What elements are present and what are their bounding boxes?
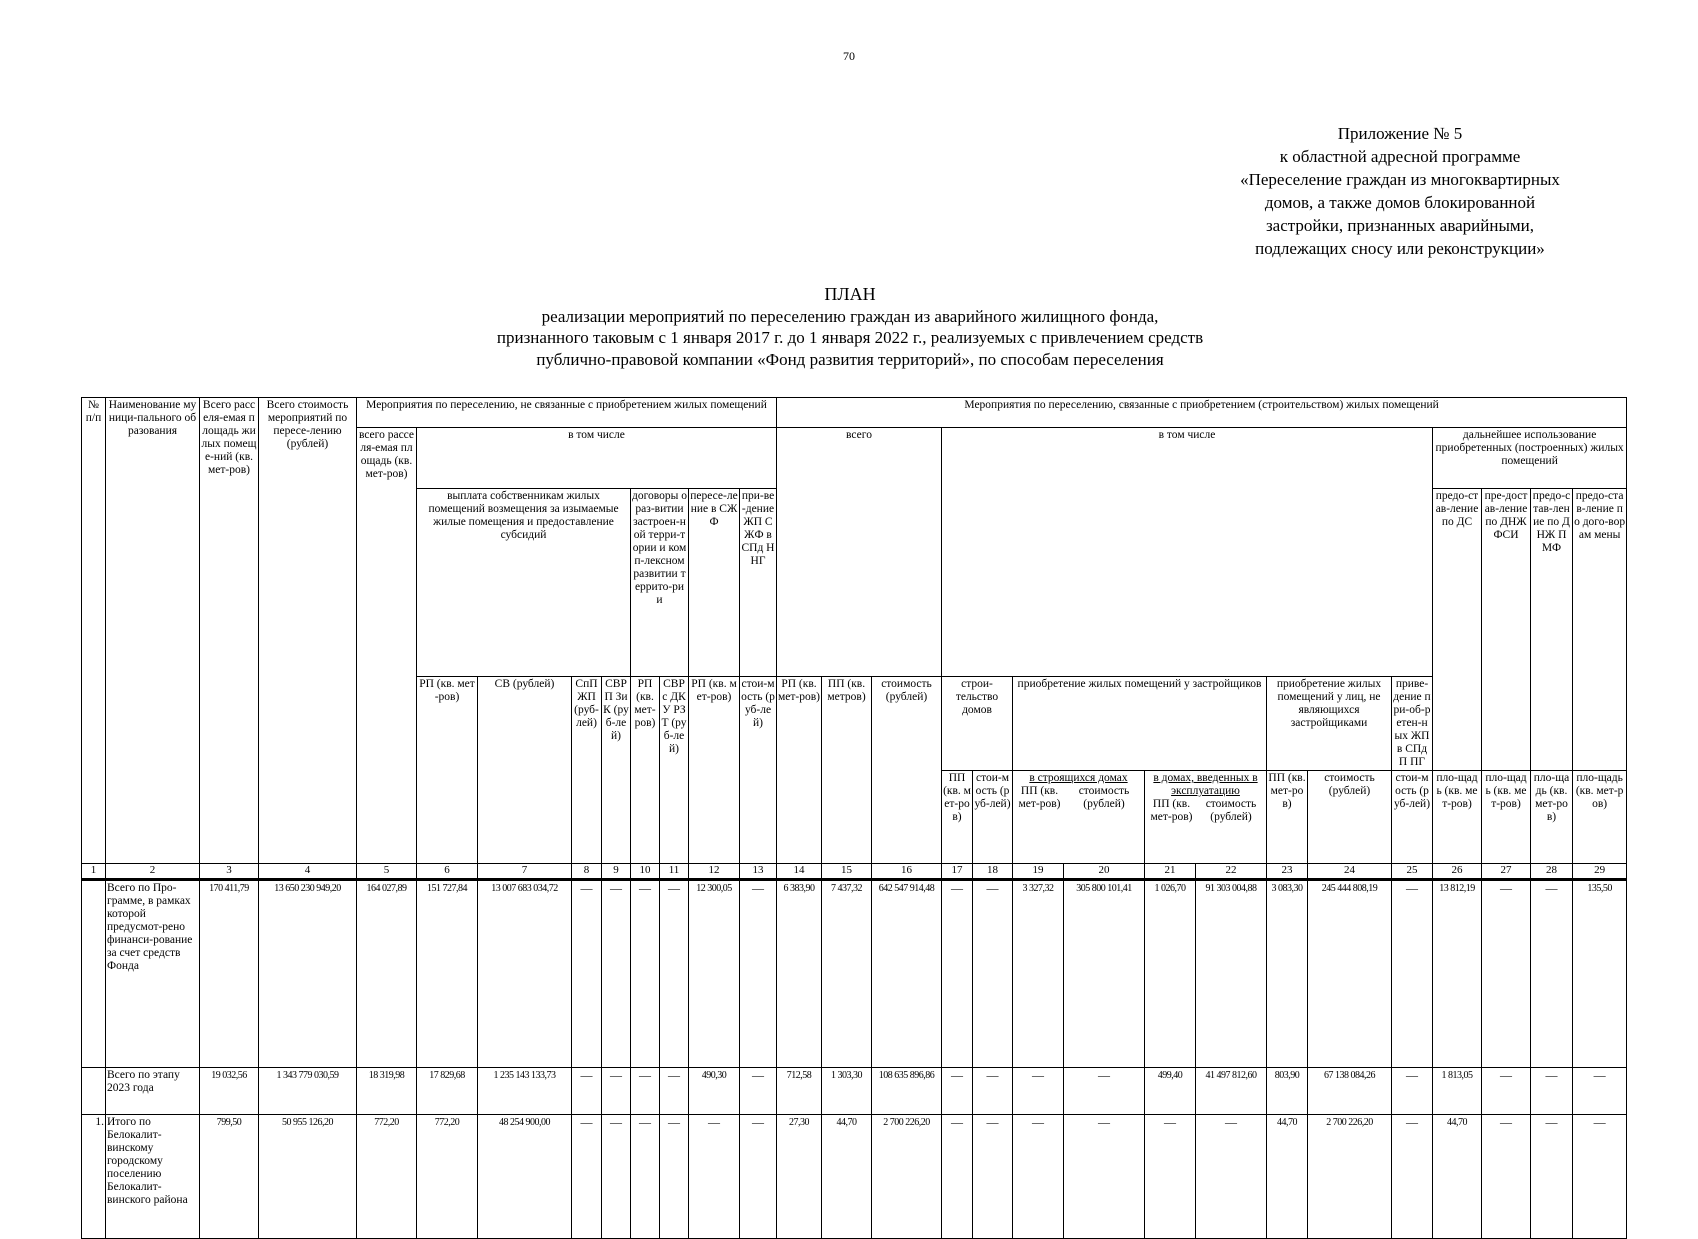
header-group-b: Мероприятия по переселению, связанные с приобретением (строительством) жилых помещений <box>777 398 1627 428</box>
row-name: Всего по этапу 2023 года <box>106 1068 200 1115</box>
column-number: 11 <box>660 864 689 880</box>
column-number: 14 <box>777 864 822 880</box>
header-b-area-pmf: пло-щадь (кв. мет-ров) <box>1531 771 1573 864</box>
table-cell: 1 235 143 133,73 <box>478 1068 572 1115</box>
header-b-construction: строи-тельство домов <box>942 677 1013 771</box>
header-a-resettlement: пересе-ление в СЖФ <box>689 489 740 677</box>
header-a-cost: стои-мость (руб-лей) <box>740 677 777 864</box>
table-cell: 44,70 <box>1267 1115 1308 1239</box>
table-cell: 3 327,32 <box>1013 880 1064 1068</box>
header-b-in-operation-sub <box>1146 798 1265 824</box>
table-cell: 19 032,56 <box>200 1068 259 1115</box>
table-cell: 1 303,30 <box>822 1068 872 1115</box>
appendix-line: Приложение № 5 <box>1337 124 1463 143</box>
header-b-under-construction-sub <box>1014 785 1143 811</box>
table-cell: — <box>1531 1115 1573 1239</box>
appendix-line: застройки, признанных аварийными, <box>1265 216 1535 235</box>
header-b-non-developers: приобретение жилых помещений у лиц, не являющихся застройщиками <box>1267 677 1392 771</box>
appendix-line: подлежащих сносу или реконструкции» <box>1255 239 1545 258</box>
table-cell: 712,58 <box>777 1068 822 1115</box>
header-a-rp2: РП (кв. мет-ров) <box>631 677 660 864</box>
header-a-svrp: СВР П ЗиК (руб-лей) <box>602 677 631 864</box>
table-cell: 164 027,89 <box>357 880 417 1068</box>
table-cell: 91 303 004,88 <box>1196 880 1267 1068</box>
table-cell: — <box>740 880 777 1068</box>
table-cell: — <box>1013 1068 1064 1115</box>
table-cell: — <box>1145 1115 1196 1239</box>
column-number: 22 <box>1196 864 1267 880</box>
header-a-rp3: РП (кв. мет-ров) <box>689 677 740 864</box>
table-cell: 18 319,98 <box>357 1068 417 1115</box>
header-b-under-construction-label: в строящихся домах <box>1029 772 1128 784</box>
header-b-pp: ПП (кв. метров) <box>822 677 872 864</box>
column-number: 16 <box>872 864 942 880</box>
table-cell: — <box>1392 1115 1433 1239</box>
table-cell: — <box>602 1115 631 1239</box>
header-b-area-fsi: пло-щадь (кв. мет-ров) <box>1482 771 1531 864</box>
table-cell: — <box>1392 880 1433 1068</box>
table-cell: — <box>631 1068 660 1115</box>
table-cell: — <box>572 880 602 1068</box>
header-b-accept: приве-дение при-об-ретен-ных ЖП в СПдП ПГ <box>1392 677 1433 771</box>
table-row <box>82 1068 1627 1115</box>
table-cell: 499,40 <box>1145 1068 1196 1115</box>
column-number: 28 <box>1531 864 1573 880</box>
header-b-cost: стоимость (рублей) <box>872 677 942 864</box>
row-number <box>82 1068 106 1115</box>
table-cell: — <box>740 1068 777 1115</box>
table-cell: — <box>1573 1115 1627 1239</box>
column-number: 4 <box>259 864 357 880</box>
row-number: 1. <box>82 1115 106 1239</box>
table-row <box>82 1115 1627 1239</box>
table-cell: 305 800 101,41 <box>1064 880 1145 1068</box>
table-cell: — <box>1392 1068 1433 1115</box>
row-name: Итого по Белокалит-винскому городскому поселению Белокалит-винского района <box>106 1115 200 1239</box>
table-cell: 2 700 226,20 <box>1308 1115 1392 1239</box>
header-a-sv: СВ (рублей) <box>478 677 572 864</box>
column-number: 9 <box>602 864 631 880</box>
table-cell: — <box>1013 1115 1064 1239</box>
header-b-cost-acc: стои-мость (руб-лей) <box>1392 771 1433 864</box>
column-number: 15 <box>822 864 872 880</box>
table-cell: — <box>973 880 1013 1068</box>
table-cell: 50 955 126,20 <box>259 1115 357 1239</box>
header-b-cost-e: стоимость (рублей) <box>1205 798 1257 823</box>
table-cell: — <box>973 1068 1013 1115</box>
header-row <box>82 398 1627 428</box>
header-b-pp-build: ПП (кв. мет-ров) <box>942 771 973 864</box>
table-cell: 151 727,84 <box>417 880 478 1068</box>
column-number: 25 <box>1392 864 1433 880</box>
table-cell: — <box>689 1115 740 1239</box>
table-cell: 13 812,19 <box>1433 880 1482 1068</box>
header-b-in-operation <box>1145 771 1267 864</box>
column-number: 23 <box>1267 864 1308 880</box>
column-number: 7 <box>478 864 572 880</box>
table-cell: 772,20 <box>417 1115 478 1239</box>
table-cell: 67 138 084,26 <box>1308 1068 1392 1115</box>
header-a-including: в том числе <box>417 428 777 489</box>
table-cell: — <box>740 1115 777 1239</box>
table-cell: 799,50 <box>200 1115 259 1239</box>
header-b-rp: РП (кв. мет-ров) <box>777 677 822 864</box>
column-number: 2 <box>106 864 200 880</box>
header-b-ds: предо-став-ление по ДС <box>1433 489 1482 771</box>
table-cell: — <box>660 1068 689 1115</box>
column-number: 26 <box>1433 864 1482 880</box>
table-cell: 3 083,30 <box>1267 880 1308 1068</box>
table-cell: 44,70 <box>1433 1115 1482 1239</box>
header-b-cost-c: стоимость (рублей) <box>1078 785 1130 810</box>
column-number: 17 <box>942 864 973 880</box>
table-cell: — <box>1482 1068 1531 1115</box>
header-total-cost: Всего стоимость мероприятий по пересе-лению (рублей) <box>259 398 357 864</box>
header-b-mena: предо-став-ление по дого-ворам мены <box>1573 489 1627 771</box>
header-municipality: Наименование муници-пального образования <box>106 398 200 864</box>
table-cell: — <box>1531 880 1573 1068</box>
table-cell: 48 254 900,00 <box>478 1115 572 1239</box>
table-cell: 1 343 779 030,59 <box>259 1068 357 1115</box>
table-cell: — <box>572 1068 602 1115</box>
header-a-total: всего расселя-емая площадь (кв. мет-ров) <box>357 428 417 864</box>
table-cell: 772,20 <box>357 1115 417 1239</box>
row-name: Всего по Про-грамме, в рамках которой предусмот-рено финанси-рование за счет средств Фонда <box>106 880 200 1068</box>
table-cell: — <box>1482 880 1531 1068</box>
header-a-payment: выплата собственникам жилых помещений возмещения за изымаемые жилые помещения и предоставление субсидий <box>417 489 631 677</box>
table-cell: — <box>631 1115 660 1239</box>
column-number: 3 <box>200 864 259 880</box>
table-cell: 2 700 226,20 <box>872 1115 942 1239</box>
table-cell: — <box>572 1115 602 1239</box>
page-number: 70 <box>843 49 855 63</box>
table-cell: — <box>973 1115 1013 1239</box>
appendix-line: «Переселение граждан из многоквартирных <box>1240 170 1560 189</box>
header-b-cost-n: стоимость (рублей) <box>1308 771 1392 864</box>
column-number: 21 <box>1145 864 1196 880</box>
column-number: 18 <box>973 864 1013 880</box>
header-b-pp-n: ПП (кв. мет-ров) <box>1267 771 1308 864</box>
table-cell: 1 026,70 <box>1145 880 1196 1068</box>
header-b-area-ds: пло-щадь (кв. мет-ров) <box>1433 771 1482 864</box>
table-cell: 41 497 812,60 <box>1196 1068 1267 1115</box>
header-b-pp-c: ПП (кв. мет-ров) <box>1018 785 1061 810</box>
column-number: 20 <box>1064 864 1145 880</box>
header-b-further-use: дальнейшее использование приобретенных (построенных) жилых помещений <box>1433 428 1627 489</box>
header-b-fsi: пре-достав-ление по ДНЖ ФСИ <box>1482 489 1531 771</box>
table-cell: 13 650 230 949,20 <box>259 880 357 1068</box>
table-cell: 13 007 683 034,72 <box>478 880 572 1068</box>
header-group-a: Мероприятия по переселению, не связанные с приобретением жилых помещений <box>357 398 777 428</box>
header-a-subsidy: СпП ЖП (руб-лей) <box>572 677 602 864</box>
table-cell: 1 813,05 <box>1433 1068 1482 1115</box>
column-number: 12 <box>689 864 740 880</box>
table-cell: 12 300,05 <box>689 880 740 1068</box>
table-cell: 245 444 808,19 <box>1308 880 1392 1068</box>
header-b-pp-e: ПП (кв. мет-ров) <box>1150 798 1193 823</box>
title-line: публично-правовой компании «Фонд развития территорий», по способам переселения <box>536 349 1164 369</box>
table-cell: — <box>1531 1068 1573 1115</box>
header-a-accept: при-ве-дение ЖП СЖФ в СПд ННГ <box>740 489 777 677</box>
header-b-area-mena: пло-щадь (кв. мет-ров) <box>1573 771 1627 864</box>
column-number: 24 <box>1308 864 1392 880</box>
header-b-developers: приобретение жилых помещений у застройщиков <box>1013 677 1267 771</box>
header-a-contracts: договоры о раз-витии застроен-ной терри-тории и комп-лексном развитии террито-рии <box>631 489 689 677</box>
header-no: № п/п <box>82 398 106 864</box>
table-cell: 27,30 <box>777 1115 822 1239</box>
header-a-rp: РП (кв. мет-ров) <box>417 677 478 864</box>
table-cell: — <box>942 1068 973 1115</box>
header-total-area: Всего расселя-емая площадь жилых помеще-ний (кв. мет-ров) <box>200 398 259 864</box>
table-cell: — <box>1064 1115 1145 1239</box>
table-cell: 7 437,32 <box>822 880 872 1068</box>
header-a-svrs: СВРс ДКУ РЗТ (руб-лей) <box>660 677 689 864</box>
table-cell: 135,50 <box>1573 880 1627 1068</box>
document-title <box>230 284 1470 370</box>
title-line: признанного таковым с 1 января 2017 г. до 1 января 2022 г., реализуемых с привлечением средств <box>496 328 1204 347</box>
appendix-line: домов, а также домов блокированной <box>1264 193 1536 212</box>
header-b-under-construction <box>1013 771 1145 864</box>
table-cell: — <box>631 880 660 1068</box>
table-cell: — <box>1064 1068 1145 1115</box>
table-cell: — <box>602 1068 631 1115</box>
table-cell: — <box>1482 1115 1531 1239</box>
column-number: 1 <box>82 864 106 880</box>
table-cell: — <box>602 880 631 1068</box>
table-cell: 803,90 <box>1267 1068 1308 1115</box>
column-number-row <box>82 864 1627 880</box>
table-row <box>82 880 1627 1068</box>
column-number: 27 <box>1482 864 1531 880</box>
row-number <box>82 880 106 1068</box>
table-cell: 642 547 914,48 <box>872 880 942 1068</box>
title-line: реализации мероприятий по переселению граждан из аварийного жилищного фонда, <box>541 306 1159 326</box>
table-cell: — <box>660 880 689 1068</box>
table-cell: — <box>1196 1115 1267 1239</box>
table-cell: 170 411,79 <box>200 880 259 1068</box>
header-b-pmf: предо-став-ление по ДНЖ ПМФ <box>1531 489 1573 771</box>
column-number: 29 <box>1573 864 1627 880</box>
column-number: 13 <box>740 864 777 880</box>
resettlement-plan-table <box>81 397 1627 1239</box>
table-cell: — <box>942 1115 973 1239</box>
table-cell: 108 635 896,86 <box>872 1068 942 1115</box>
column-number: 5 <box>357 864 417 880</box>
appendix-line: к областной адресной программе <box>1279 147 1521 166</box>
header-b-total: всего <box>777 428 942 677</box>
header-b-including: в том числе <box>942 428 1433 677</box>
column-number: 10 <box>631 864 660 880</box>
title-heading: ПЛАН <box>824 284 876 304</box>
header-b-cost-build: стои-мость (руб-лей) <box>973 771 1013 864</box>
column-number: 8 <box>572 864 602 880</box>
table-cell: — <box>1573 1068 1627 1115</box>
table-cell: — <box>660 1115 689 1239</box>
table-cell: 490,30 <box>689 1068 740 1115</box>
column-number: 19 <box>1013 864 1064 880</box>
appendix-note <box>1180 122 1620 260</box>
table-cell: 17 829,68 <box>417 1068 478 1115</box>
header-b-in-operation-label: в домах, введенных в эксплуатацию <box>1153 772 1258 797</box>
table-cell: 6 383,90 <box>777 880 822 1068</box>
table-cell: 44,70 <box>822 1115 872 1239</box>
table-cell: — <box>942 880 973 1068</box>
column-number: 6 <box>417 864 478 880</box>
